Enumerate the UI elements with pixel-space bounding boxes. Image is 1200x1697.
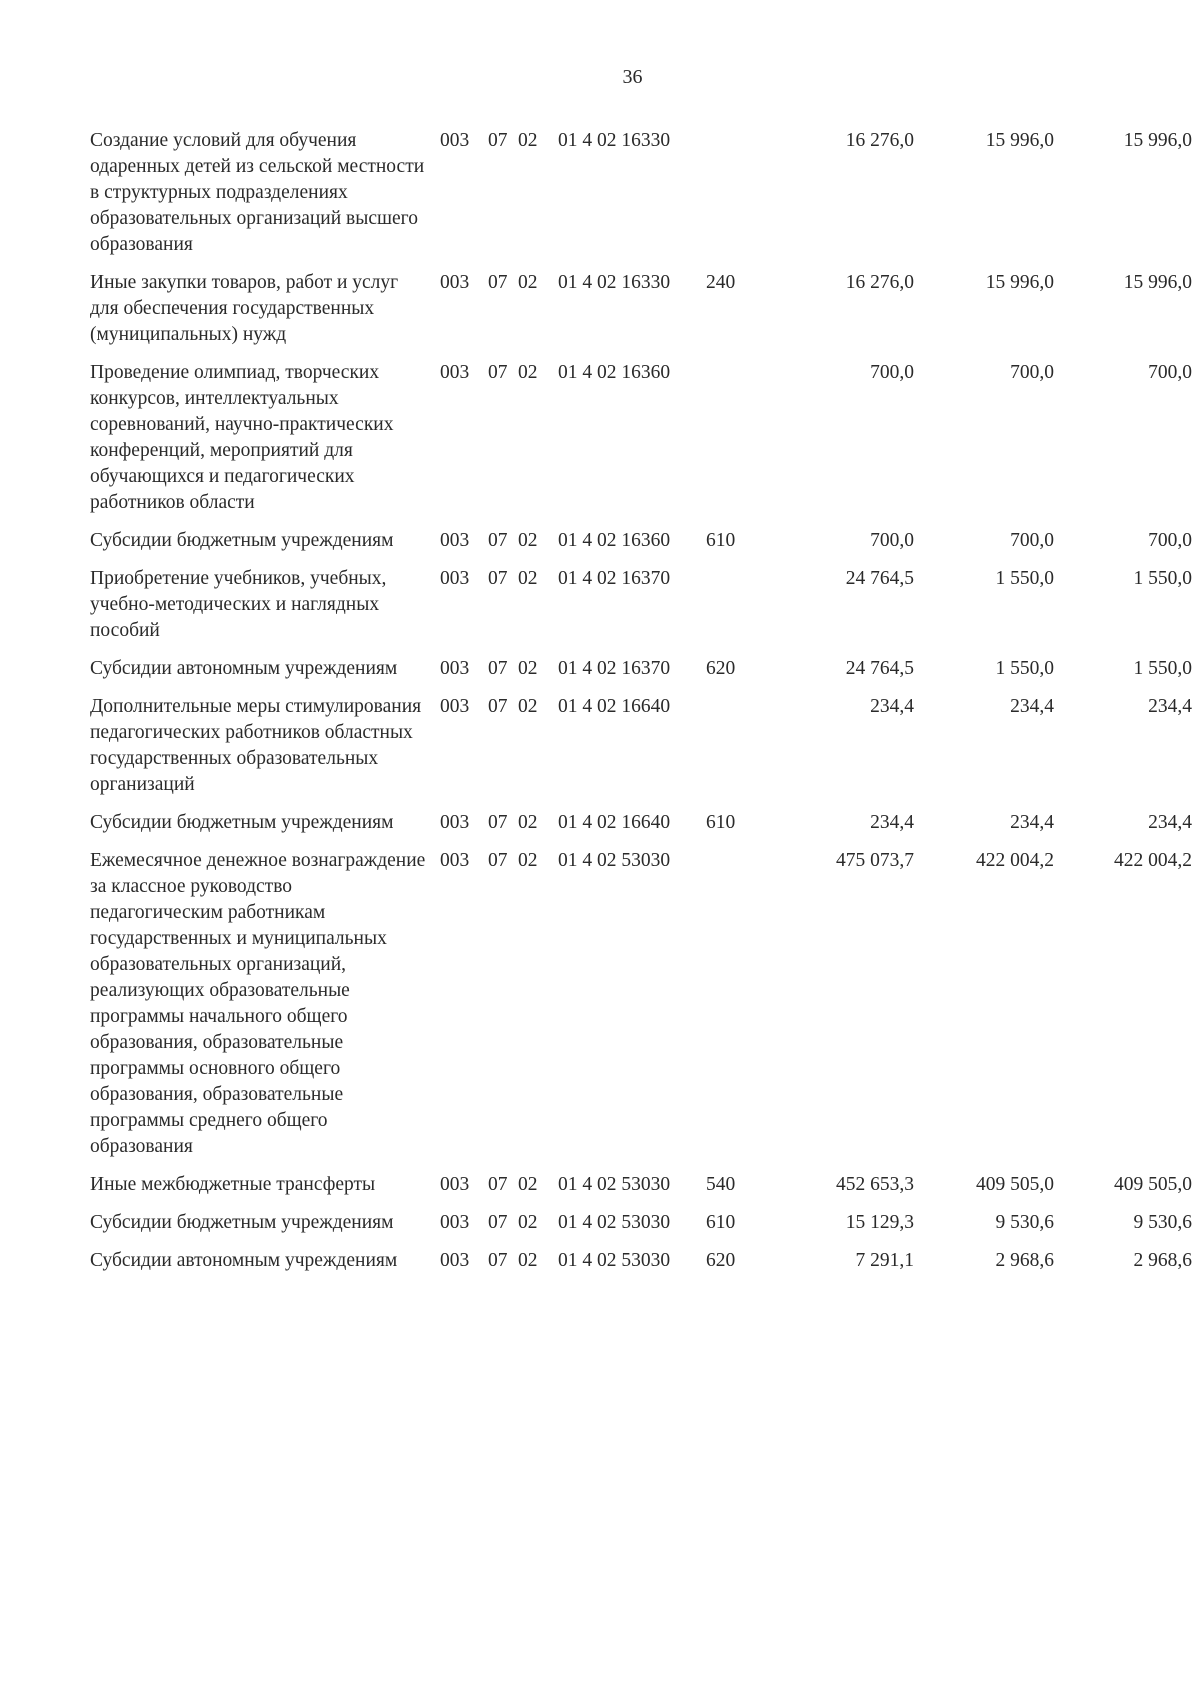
section-code: 07 (488, 130, 508, 151)
section-code: 07 (488, 1212, 508, 1233)
table-row (90, 128, 1192, 270)
expense-name: Иные межбюджетные трансферты (90, 1174, 376, 1195)
expense-name: Субсидии бюджетным учреждениям (90, 1212, 394, 1233)
subsection-code: 02 (518, 1174, 538, 1195)
expense-name: Субсидии автономным учреждениям (90, 1250, 398, 1271)
expense-name: Субсидии автономным учреждениям (90, 658, 398, 679)
amount-year-2: 1 550,0 (995, 568, 1054, 589)
amount-year-1: 15 129,3 (845, 1212, 914, 1233)
section-code: 07 (488, 850, 508, 871)
grbs-code: 003 (440, 1212, 470, 1233)
subsection-code: 02 (518, 658, 538, 679)
amount-year-3: 9 530,6 (1133, 1212, 1192, 1233)
amount-year-3: 2 968,6 (1133, 1250, 1192, 1271)
amount-year-1: 16 276,0 (845, 272, 914, 293)
expense-name: Проведение олимпиад, творческих конкурсов, интеллектуальных соревнований, научно-практических конференций, мероприятий для обучающихся и педагогических работников области (90, 362, 394, 513)
target-article-code: 01 4 02 53030 (558, 1250, 671, 1271)
expense-name: Субсидии бюджетным учреждениям (90, 530, 394, 551)
table-row (90, 848, 1192, 1172)
page-number: 36 (622, 66, 643, 88)
target-article-code: 01 4 02 53030 (558, 850, 671, 871)
subsection-code: 02 (518, 530, 538, 551)
amount-year-1: 24 764,5 (845, 568, 914, 589)
subsection-code: 02 (518, 362, 538, 383)
amount-year-2: 234,4 (1010, 696, 1054, 717)
expense-type-code: 610 (706, 812, 736, 833)
amount-year-1: 234,4 (870, 812, 914, 833)
expense-name: Субсидии бюджетным учреждениям (90, 812, 394, 833)
grbs-code: 003 (440, 362, 470, 383)
amount-year-2: 234,4 (1010, 812, 1054, 833)
amount-year-1: 700,0 (870, 362, 914, 383)
budget-table (90, 128, 1192, 1286)
subsection-code: 02 (518, 696, 538, 717)
table-row (90, 694, 1192, 810)
amount-year-3: 409 505,0 (1114, 1174, 1192, 1195)
expense-name: Создание условий для обучения одаренных детей из сельской местности в структурных подразделениях образовательных организаций высшего образования (90, 130, 425, 255)
subsection-code: 02 (518, 1212, 538, 1233)
amount-year-3: 1 550,0 (1133, 658, 1192, 679)
target-article-code: 01 4 02 16640 (558, 812, 671, 833)
table-row (90, 528, 1192, 566)
amount-year-3: 1 550,0 (1133, 568, 1192, 589)
expense-type-code: 610 (706, 530, 736, 551)
amount-year-1: 700,0 (870, 530, 914, 551)
grbs-code: 003 (440, 850, 470, 871)
subsection-code: 02 (518, 1250, 538, 1271)
amount-year-1: 24 764,5 (845, 658, 914, 679)
target-article-code: 01 4 02 16360 (558, 530, 671, 551)
amount-year-2: 1 550,0 (995, 658, 1054, 679)
target-article-code: 01 4 02 16330 (558, 130, 671, 151)
table-row (90, 1210, 1192, 1248)
expense-type-code (706, 360, 764, 528)
section-code: 07 (488, 696, 508, 717)
amount-year-3: 422 004,2 (1114, 850, 1192, 871)
section-code: 07 (488, 362, 508, 383)
section-code: 07 (488, 1250, 508, 1271)
subsection-code: 02 (518, 272, 538, 293)
grbs-code: 003 (440, 658, 470, 679)
amount-year-1: 234,4 (870, 696, 914, 717)
subsection-code: 02 (518, 130, 538, 151)
section-code: 07 (488, 1174, 508, 1195)
target-article-code: 01 4 02 16360 (558, 362, 671, 383)
target-article-code: 01 4 02 16370 (558, 568, 671, 589)
amount-year-3: 234,4 (1148, 812, 1192, 833)
amount-year-1: 452 653,3 (836, 1174, 914, 1195)
subsection-code: 02 (518, 568, 538, 589)
grbs-code: 003 (440, 130, 470, 151)
expense-type-code (706, 694, 764, 810)
table-row (90, 656, 1192, 694)
amount-year-2: 15 996,0 (985, 272, 1054, 293)
expense-type-code (706, 848, 764, 1172)
grbs-code: 003 (440, 812, 470, 833)
expense-type-code: 240 (706, 272, 736, 293)
subsection-code: 02 (518, 812, 538, 833)
subsection-code: 02 (518, 850, 538, 871)
expense-name: Иные закупки товаров, работ и услуг для обеспечения государственных (муниципальных) нужд (90, 272, 399, 345)
expense-name: Дополнительные меры стимулирования педагогических работников областных государственных образовательных организаций (90, 696, 422, 795)
table-row (90, 810, 1192, 848)
amount-year-2: 409 505,0 (976, 1174, 1054, 1195)
amount-year-3: 15 996,0 (1123, 272, 1192, 293)
table-row (90, 1248, 1192, 1286)
table-row (90, 270, 1192, 360)
amount-year-2: 15 996,0 (985, 130, 1054, 151)
grbs-code: 003 (440, 1250, 470, 1271)
expense-type-code: 620 (706, 1250, 736, 1271)
target-article-code: 01 4 02 16640 (558, 696, 671, 717)
table-row (90, 566, 1192, 656)
amount-year-3: 700,0 (1148, 530, 1192, 551)
amount-year-1: 7 291,1 (855, 1250, 914, 1271)
amount-year-2: 2 968,6 (995, 1250, 1054, 1271)
grbs-code: 003 (440, 272, 470, 293)
section-code: 07 (488, 272, 508, 293)
section-code: 07 (488, 658, 508, 679)
budget-table-body (90, 128, 1192, 1286)
grbs-code: 003 (440, 1174, 470, 1195)
amount-year-3: 234,4 (1148, 696, 1192, 717)
grbs-code: 003 (440, 568, 470, 589)
expense-type-code (706, 128, 764, 270)
amount-year-3: 15 996,0 (1123, 130, 1192, 151)
amount-year-2: 9 530,6 (995, 1212, 1054, 1233)
grbs-code: 003 (440, 696, 470, 717)
amount-year-3: 700,0 (1148, 362, 1192, 383)
amount-year-2: 700,0 (1010, 362, 1054, 383)
expense-type-code: 610 (706, 1212, 736, 1233)
grbs-code: 003 (440, 530, 470, 551)
amount-year-1: 16 276,0 (845, 130, 914, 151)
section-code: 07 (488, 568, 508, 589)
target-article-code: 01 4 02 16330 (558, 272, 671, 293)
expense-name: Приобретение учебников, учебных, учебно-методических и наглядных пособий (90, 568, 387, 641)
amount-year-2: 700,0 (1010, 530, 1054, 551)
expense-name: Ежемесячное денежное вознаграждение за классное руководство педагогическим работникам государственных и муниципальных образовательных организаций, реализующих образовательные программы начального общего образования, образовательные программы основного общего образования, образовательные программы среднего общего образования (90, 850, 426, 1157)
expense-type-code: 540 (706, 1174, 736, 1195)
section-code: 07 (488, 530, 508, 551)
expense-type-code (706, 566, 764, 656)
target-article-code: 01 4 02 53030 (558, 1212, 671, 1233)
amount-year-1: 475 073,7 (836, 850, 914, 871)
amount-year-2: 422 004,2 (976, 850, 1054, 871)
target-article-code: 01 4 02 53030 (558, 1174, 671, 1195)
table-row (90, 360, 1192, 528)
target-article-code: 01 4 02 16370 (558, 658, 671, 679)
expense-type-code: 620 (706, 658, 736, 679)
section-code: 07 (488, 812, 508, 833)
table-row (90, 1172, 1192, 1210)
